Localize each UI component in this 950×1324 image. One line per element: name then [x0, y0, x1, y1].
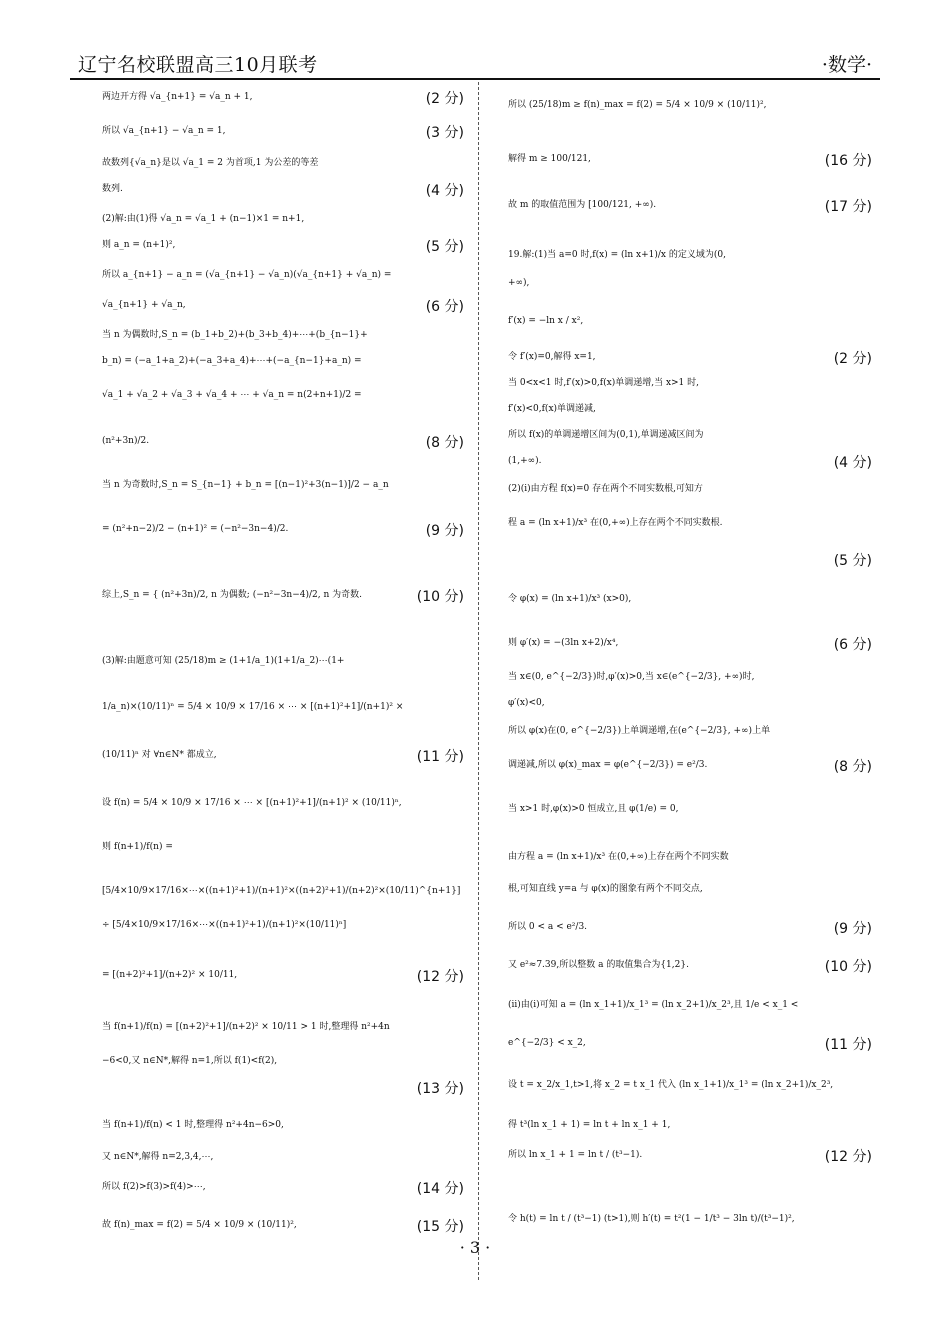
- solution-line: 由方程 a = (ln x+1)/x³ 在(0,+∞)上存在两个不同实数: [508, 852, 729, 862]
- score-mark: (17 分): [824, 199, 872, 215]
- solution-line: = (n²+n−2)/2 − (n+1)² = (−n²−3n−4)/2.: [102, 524, 289, 534]
- solution-line: (1,+∞).: [508, 456, 542, 466]
- solution-line: 程 a = (ln x+1)/x³ 在(0,+∞)上存在两个不同实数根.: [508, 518, 723, 528]
- solution-line: (3)解:由题意可知 (25/18)m ≥ (1+1/a_1)(1+1/a_2)⋯(1+: [102, 656, 345, 666]
- score-mark: (2 分): [833, 351, 872, 367]
- solution-line: 1/a_n)×(10/11)ⁿ = 5/4 × 10/9 × 17/16 × ⋯ × [(n+1)²+1]/(n+1)² ×: [102, 702, 404, 712]
- solution-line: 当 0<x<1 时,f′(x)>0,f(x)单调递增,当 x>1 时,: [508, 378, 700, 388]
- solution-line: (2)解:由(1)得 √a_n = √a_1 + (n−1)×1 = n+1,: [102, 214, 305, 224]
- solution-line: ÷ [5/4×10/9×17/16×⋯×((n+1)²+1)/(n+1)²×(10/11)ⁿ]: [102, 920, 347, 930]
- solution-line: 所以 f(x)的单调递增区间为(0,1),单调递减区间为: [508, 430, 704, 440]
- solution-line: 数列.: [102, 184, 123, 194]
- solution-line: e^{−2/3} < x_2,: [508, 1038, 586, 1048]
- solution-line: (ii)由(i)可知 a = (ln x_1+1)/x_1³ = (ln x_2+1)/x_2³,且 1/e < x_1 <: [508, 1000, 799, 1010]
- solution-line: 所以 0 < a < e²/3.: [508, 922, 588, 932]
- score-mark: (14 分): [416, 1181, 464, 1197]
- score-mark: (2 分): [425, 91, 464, 107]
- solution-line: 当 f(n+1)/f(n) < 1 时,整理得 n²+4n−6>0,: [102, 1120, 284, 1130]
- solution-line: 根,可知直线 y=a 与 φ(x)的图象有两个不同交点,: [508, 884, 703, 894]
- solution-line: 又 n∈N*,解得 n=2,3,4,⋯,: [102, 1152, 214, 1162]
- solution-line: 两边开方得 √a_{n+1} = √a_n + 1,: [102, 92, 253, 102]
- header-rule: [70, 78, 880, 80]
- page-number: · 3 ·: [459, 1238, 491, 1257]
- score-mark: (5 分): [425, 239, 464, 255]
- solution-line: (2)(i)由方程 f(x)=0 存在两个不同实数根,可知方: [508, 484, 703, 494]
- solution-line: 解得 m ≥ 100/121,: [508, 154, 591, 164]
- solution-line: 则 f(n+1)/f(n) =: [102, 842, 173, 852]
- solution-line: −6<0,又 n∈N*,解得 n=1,所以 f(1)<f(2),: [102, 1056, 278, 1066]
- solution-line: 当 x>1 时,φ(x)>0 恒成立,且 φ(1/e) = 0,: [508, 804, 679, 814]
- solution-line: 当 f(n+1)/f(n) = [(n+2)²+1]/(n+2)² × 10/11 > 1 时,整理得 n²+4n: [102, 1022, 390, 1032]
- solution-line: 令 f′(x)=0,解得 x=1,: [508, 352, 596, 362]
- solution-line: 又 e²≈7.39,所以整数 a 的取值集合为{1,2}.: [508, 960, 689, 970]
- score-mark: (11 分): [416, 749, 464, 765]
- solution-line: = [(n+2)²+1]/(n+2)² × 10/11,: [102, 970, 238, 980]
- solution-line: 当 x∈(0, e^{−2/3})时,φ′(x)>0,当 x∈(e^{−2/3}, +∞)时,: [508, 672, 755, 682]
- solution-line: 19.解:(1)当 a=0 时,f(x) = (ln x+1)/x 的定义域为(0,: [508, 250, 726, 260]
- solution-line: 故数列{√a_n}是以 √a_1 = 2 为首项,1 为公差的等差: [102, 158, 319, 168]
- score-mark: (3 分): [425, 125, 464, 141]
- header-title: 辽宁名校联盟高三10月联考: [78, 54, 318, 76]
- solution-line: 所以 a_{n+1} − a_n = (√a_{n+1} − √a_n)(√a_{n+1} + √a_n) =: [102, 270, 392, 280]
- solution-line: f′(x)<0,f(x)单调递减,: [508, 404, 596, 414]
- score-mark: (10 分): [824, 959, 872, 975]
- score-mark: (10 分): [416, 589, 464, 605]
- score-mark: (13 分): [416, 1081, 464, 1097]
- score-mark: (4 分): [425, 183, 464, 199]
- solution-line: √a_1 + √a_2 + √a_3 + √a_4 + ⋯ + √a_n = n(2+n+1)/2 =: [102, 390, 362, 400]
- solution-line: 则 φ′(x) = −(3ln x+2)/x⁴,: [508, 638, 619, 648]
- solution-line: 所以 φ(x)在(0, e^{−2/3})上单调递增,在(e^{−2/3}, +∞)上单: [508, 726, 771, 736]
- solution-line: 得 t³(ln x_1 + 1) = ln t + ln x_1 + 1,: [508, 1120, 671, 1130]
- solution-line: 所以 (25/18)m ≥ f(n)_max = f(2) = 5/4 × 10/9 × (10/11)²,: [508, 100, 767, 110]
- solution-line: +∞),: [508, 278, 530, 288]
- solution-line: [5/4×10/9×17/16×⋯×((n+1)²+1)/(n+1)²×((n+2)²+1)/(n+2)²×(10/11)^{n+1}]: [102, 886, 461, 896]
- score-mark: (9 分): [425, 523, 464, 539]
- score-mark: (16 分): [824, 153, 872, 169]
- score-mark: (9 分): [833, 921, 872, 937]
- header-subject: ·数学·: [821, 54, 872, 76]
- solution-line: 故 f(n)_max = f(2) = 5/4 × 10/9 × (10/11)²,: [102, 1220, 297, 1230]
- solution-line: 则 a_n = (n+1)²,: [102, 240, 176, 250]
- score-mark: (6 分): [425, 299, 464, 315]
- solution-line: 令 h(t) = ln t / (t³−1) (t>1),则 h′(t) = t²(1 − 1/t³ − 3ln t)/(t³−1)²,: [508, 1214, 795, 1224]
- solution-line: (n²+3n)/2.: [102, 436, 150, 446]
- solution-line: 令 φ(x) = (ln x+1)/x³ (x>0),: [508, 594, 632, 604]
- score-mark: (12 分): [824, 1149, 872, 1165]
- solution-line: 设 t = x_2/x_1,t>1,将 x_2 = t x_1 代入 (ln x_1+1)/x_1³ = (ln x_2+1)/x_2³,: [508, 1080, 834, 1090]
- solution-line: 设 f(n) = 5/4 × 10/9 × 17/16 × ⋯ × [(n+1)²+1]/(n+1)² × (10/11)ⁿ,: [102, 798, 402, 808]
- solution-line: 所以 √a_{n+1} − √a_n = 1,: [102, 126, 226, 136]
- solution-line: 调递减,所以 φ(x)_max = φ(e^{−2/3}) = e²/3.: [508, 760, 708, 770]
- score-mark: (8 分): [833, 759, 872, 775]
- column-divider: [478, 82, 479, 1280]
- solution-line: b_n) = (−a_1+a_2)+(−a_3+a_4)+⋯+(−a_{n−1}+a_n) =: [102, 356, 362, 366]
- solution-line: (10/11)ⁿ 对 ∀n∈N* 都成立,: [102, 750, 217, 760]
- solution-line: φ′(x)<0,: [508, 698, 545, 708]
- solution-line: 综上,S_n = { (n²+3n)/2, n 为偶数; (−n²−3n−4)/2, n 为奇数.: [102, 590, 362, 600]
- solution-line: 故 m 的取值范围为 [100/121, +∞).: [508, 200, 657, 210]
- score-mark: (12 分): [416, 969, 464, 985]
- solution-line: 当 n 为偶数时,S_n = (b_1+b_2)+(b_3+b_4)+⋯+(b_{n−1}+: [102, 330, 368, 340]
- score-mark: (8 分): [425, 435, 464, 451]
- solution-line: 所以 ln x_1 + 1 = ln t / (t³−1).: [508, 1150, 643, 1160]
- score-mark: (15 分): [416, 1219, 464, 1235]
- score-mark: (4 分): [833, 455, 872, 471]
- solution-line: 所以 f(2)>f(3)>f(4)>⋯,: [102, 1182, 206, 1192]
- solution-line: √a_{n+1} + √a_n,: [102, 300, 186, 310]
- solution-line: f′(x) = −ln x / x²,: [508, 316, 584, 326]
- score-mark: (5 分): [833, 553, 872, 569]
- score-mark: (6 分): [833, 637, 872, 653]
- score-mark: (11 分): [824, 1037, 872, 1053]
- solution-line: 当 n 为奇数时,S_n = S_{n−1} + b_n = [(n−1)²+3(n−1)]/2 − a_n: [102, 480, 389, 490]
